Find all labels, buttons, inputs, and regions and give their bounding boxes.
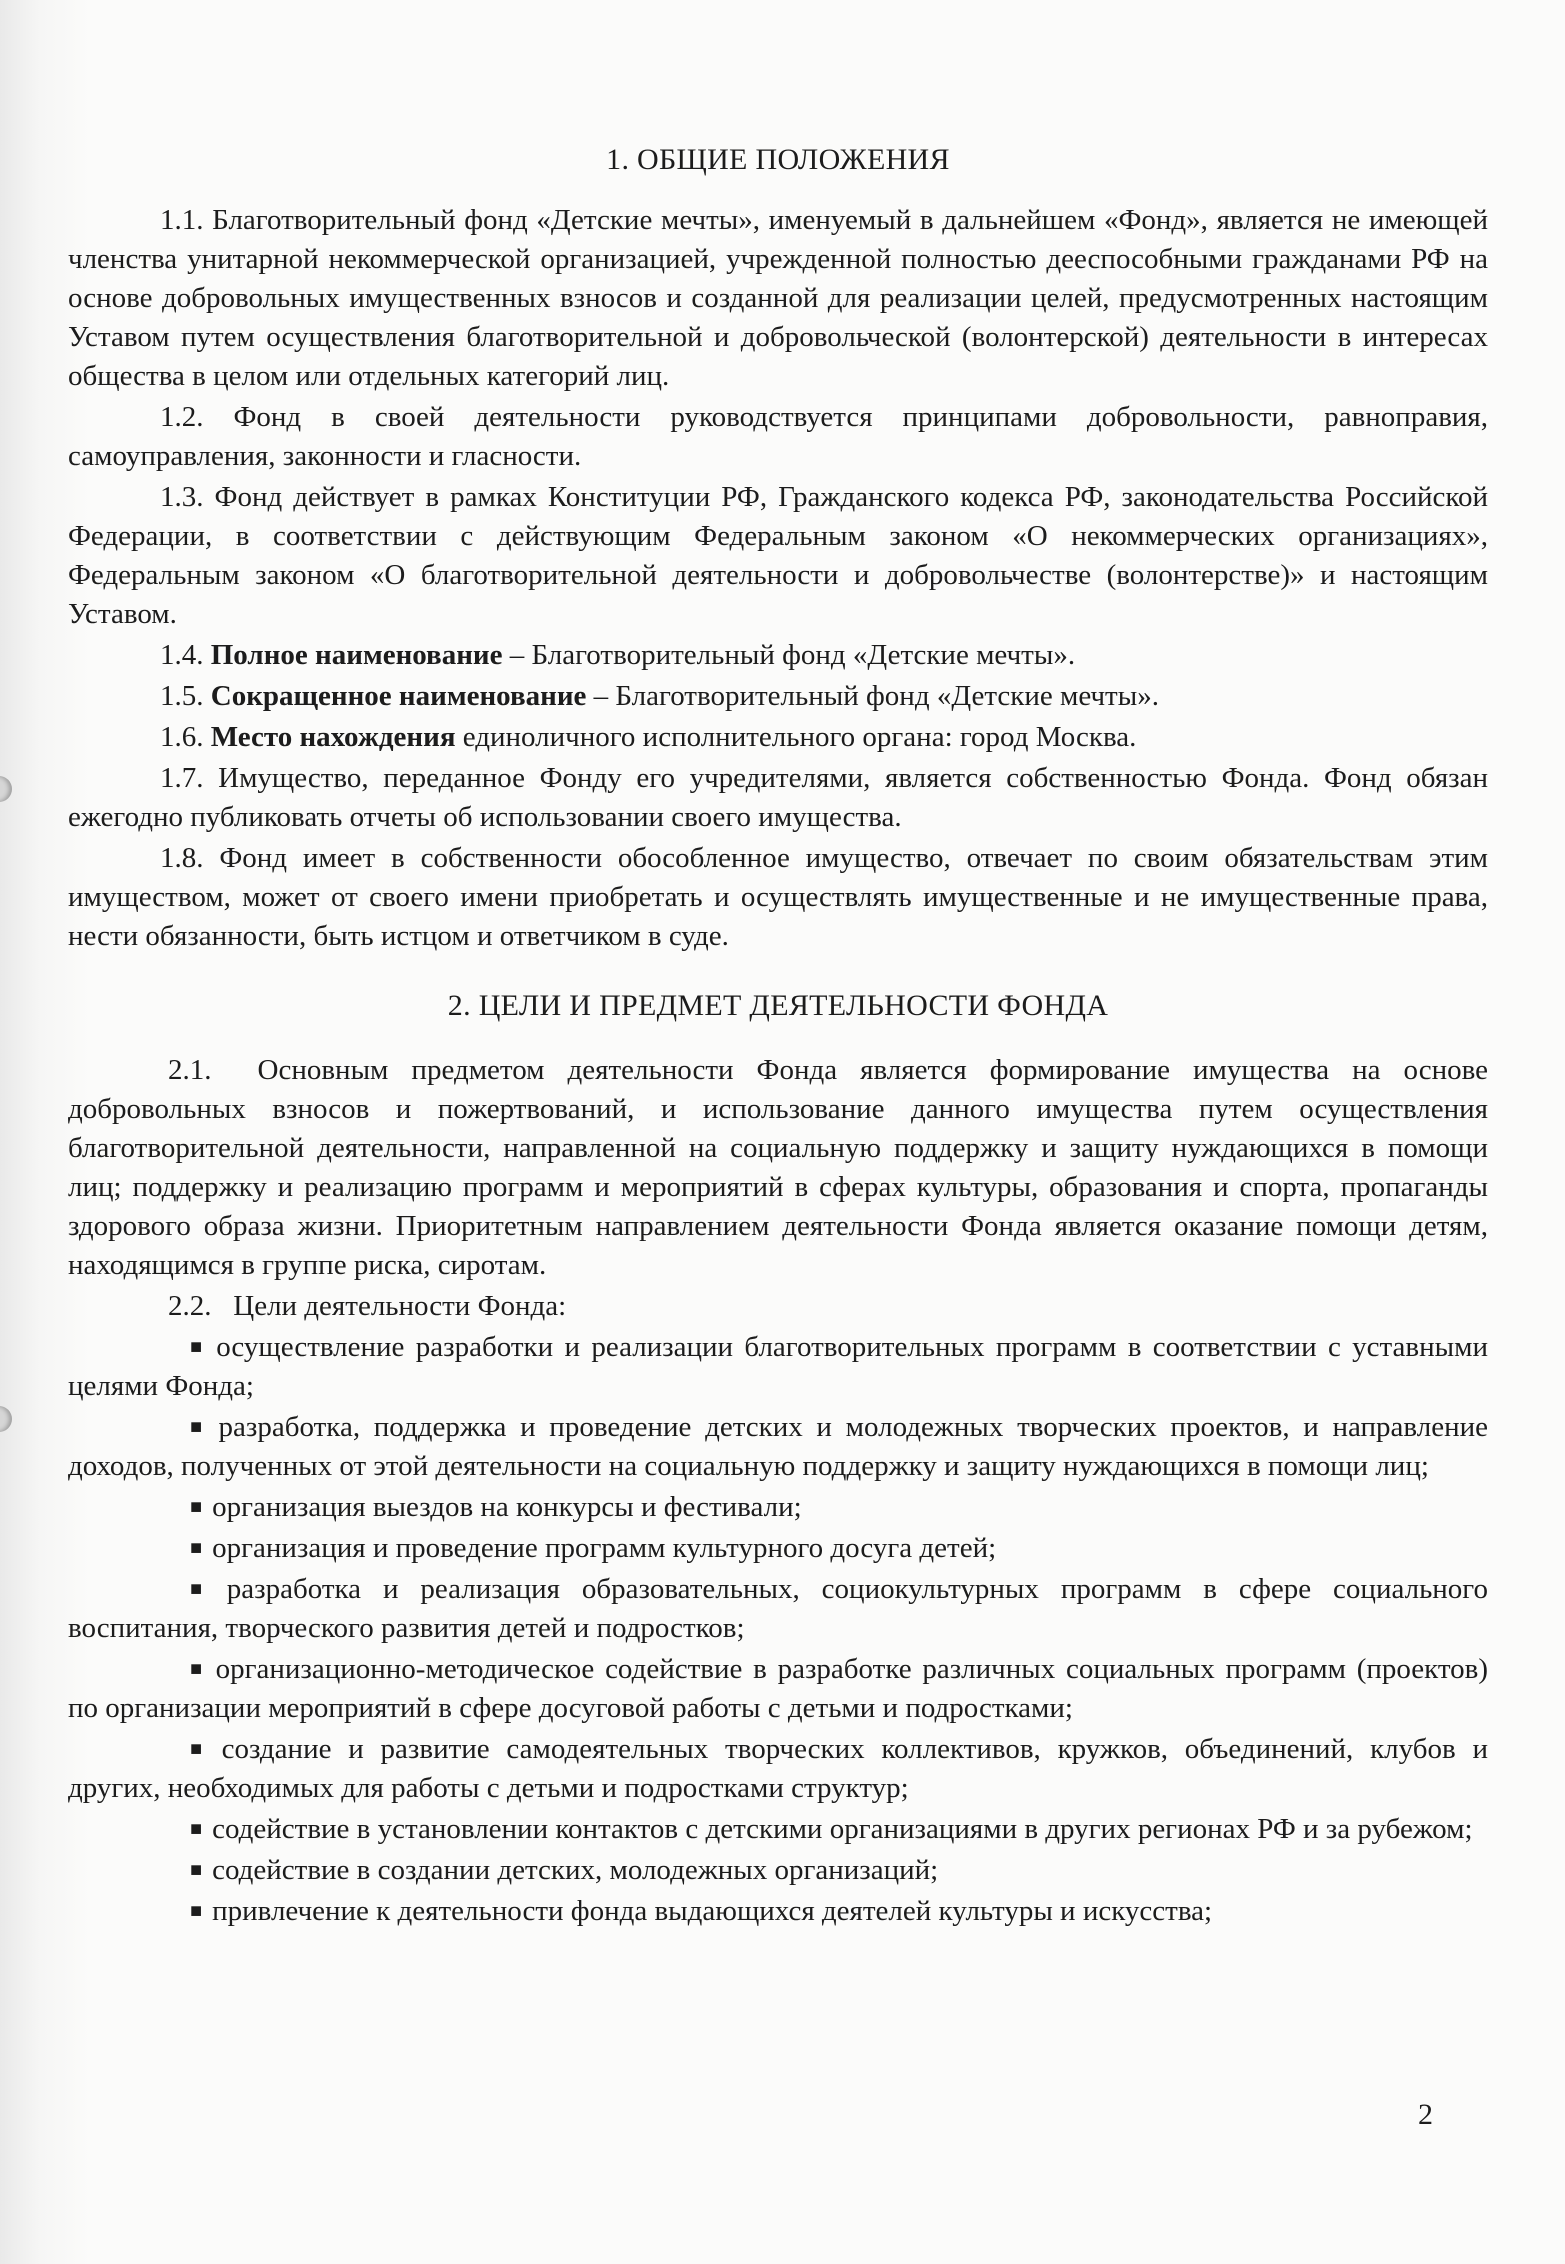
bullet-icon: ■ <box>190 1900 203 1922</box>
document-body <box>68 140 1488 1933</box>
list-item: ■ разработка, поддержка и проведение детских и молодежных творческих проектов, и направление доходов, полученных от этой деятельности на социальную поддержку и защиту нуждающихся в помощи лиц; <box>68 1411 1488 1482</box>
paragraph-1-1: 1.1. Благотворительный фонд «Детские мечты», именуемый в дальнейшем «Фонд», является не имеющей членства унитарной некоммерческой организацией, учрежденной полностью дееспособными гражданами РФ на основе добровольных имущественных взносов и созданной для реализации целей, предусмотренных настоящим Уставом путем осуществления благотворительной и добровольческой (волонтерской) деятельности в интересах общества в целом или отдельных категорий лиц. <box>68 204 1489 392</box>
list-item: ■ создание и развитие самодеятельных творческих коллективов, кружков, объединений, клубов и других, необходимых для работы с детьми и подростками структур; <box>68 1733 1488 1804</box>
bullet-icon: ■ <box>190 1537 203 1559</box>
list-item: ■ содействие в установлении контактов с детскими организациями в других регионах РФ и за рубежом; <box>190 1813 1473 1845</box>
bullet-icon: ■ <box>190 1416 209 1438</box>
paragraph-1-3: 1.3. Фонд действует в рамках Конституции РФ, Гражданского кодекса РФ, законодательства Российской Федерации, в соответствии с действующим Федеральным законом «О некоммерческих организациях», Федеральным законом «О благотворительной деятельности и добровольчестве (волонтерстве)» и настоящим Уставом. <box>68 481 1488 630</box>
bullet-icon: ■ <box>190 1859 203 1881</box>
list-item: ■ содействие в создании детских, молодежных организаций; <box>190 1854 939 1886</box>
list-item: ■ организация и проведение программ культурного досуга детей; <box>190 1532 997 1564</box>
section-2-title: 2. ЦЕЛИ И ПРЕДМЕТ ДЕЯТЕЛЬНОСТИ ФОНДА <box>447 989 1109 1022</box>
bullet-icon: ■ <box>190 1658 206 1680</box>
page-number: 2 <box>1418 2098 1433 2131</box>
paragraph-1-5: 1.5. Сокращенное наименование – Благотворительный фонд «Детские мечты». <box>160 680 1159 712</box>
bullet-icon: ■ <box>190 1578 217 1600</box>
section-1-title: 1. ОБЩИЕ ПОЛОЖЕНИЯ <box>606 143 950 176</box>
list-item: ■ организация выездов на конкурсы и фестивали; <box>190 1491 802 1523</box>
paragraph-2-1: 2.1. Основным предметом деятельности Фонда является формирование имущества на основе добровольных взносов и пожертвований, и использование данного имущества путем осуществления благотворительной деятельности, направленной на социальную поддержку и защиту нуждающихся в помощи лиц; поддержку и реализацию программ и мероприятий в сферах культуры, образования и спорта, пропаганды здорового образа жизни. Приоритетным направлением деятельности Фонда является оказание помощи детям, находящимся в группе риска, сиротам. <box>68 1054 1488 1281</box>
punch-hole <box>0 1406 12 1432</box>
list-item: ■ организационно-методическое содействие в разработке различных социальных программ (проектов) по организации мероприятий в сфере досуговой работы с детьми и подростками; <box>68 1653 1488 1724</box>
paragraph-1-8: 1.8. Фонд имеет в собственности обособленное имущество, отвечает по своим обязательствам этим имуществом, может от своего имени приобретать и осуществлять имущественные и не имущественные права, нести обязанности, быть истцом и ответчиком в суде. <box>68 842 1488 952</box>
bullet-icon: ■ <box>190 1336 207 1358</box>
bullet-icon: ■ <box>190 1818 203 1840</box>
bullet-icon: ■ <box>190 1738 212 1760</box>
list-item: ■ осуществление разработки и реализации благотворительных программ в соответствии с уставными целями Фонда; <box>68 1331 1488 1402</box>
bullet-icon: ■ <box>190 1496 203 1518</box>
paragraph-2-2: 2.2. Цели деятельности Фонда: <box>168 1290 567 1322</box>
paragraph-1-4: 1.4. Полное наименование – Благотворительный фонд «Детские мечты». <box>160 639 1076 671</box>
paragraph-1-6: 1.6. Место нахождения единоличного исполнительного органа: город Москва. <box>160 721 1137 753</box>
paragraph-1-2: 1.2. Фонд в своей деятельности руководствуется принципами добровольности, равноправия, самоуправления, законности и гласности. <box>68 401 1488 472</box>
list-item: ■ привлечение к деятельности фонда выдающихся деятелей культуры и искусства; <box>190 1895 1213 1927</box>
paragraph-1-7: 1.7. Имущество, переданное Фонду его учредителями, является собственностью Фонда. Фонд обязан ежегодно публиковать отчеты об использовании своего имущества. <box>68 762 1489 833</box>
punch-hole <box>0 776 12 802</box>
list-item: ■ разработка и реализация образовательных, социокультурных программ в сфере социального воспитания, творческого развития детей и подростков; <box>68 1573 1488 1644</box>
